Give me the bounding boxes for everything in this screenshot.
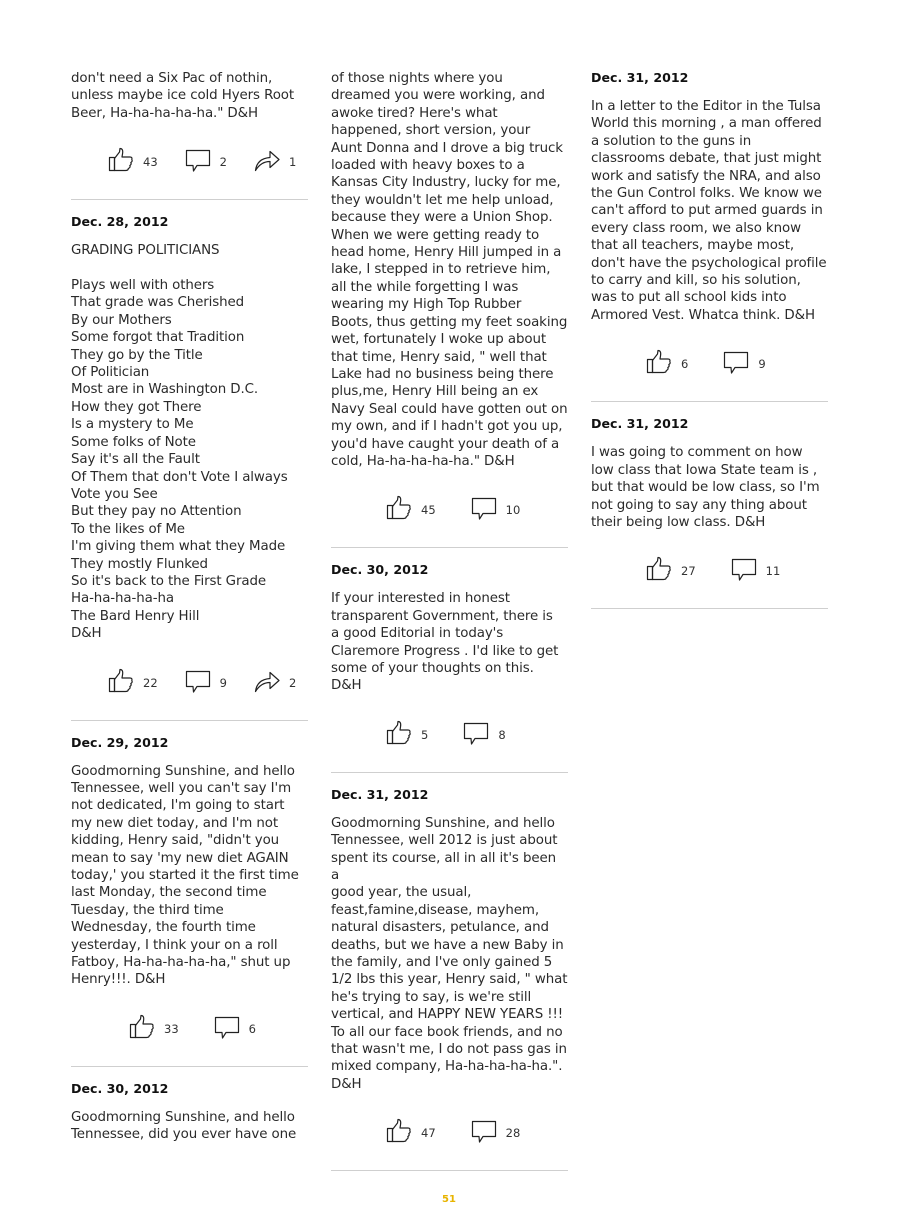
like-count: 6: [681, 357, 689, 372]
comment-count: 6: [248, 1021, 256, 1036]
like-count: 33: [164, 1021, 179, 1036]
column-3: [591, 70, 828, 609]
post: [71, 1067, 308, 1144]
post-text: GRADING POLITICIANS Plays well with others That grade was Cherished By our Mothers Some forgot that Tradition They go by the Title Of Politician Most are in Washington D.C. How they got There Is a mystery to Me Some folks of Note Say it's all the Fault Of Them that don't Vote I always Vote you See But they pay no Attention To the likes of Me I'm giving them what they Made They mostly Flunked So it's back to the First Grade Ha-ha-ha-ha-ha The Bard Henry Hill D&H: [71, 243, 288, 642]
post-date: Dec. 29, 2012: [71, 734, 169, 750]
comment-button[interactable]: [470, 494, 521, 526]
post: [71, 70, 308, 200]
post: [331, 548, 568, 772]
like-icon: [385, 494, 413, 526]
share-count: 1: [288, 155, 297, 170]
like-count: 27: [681, 564, 696, 579]
comment-count: 28: [505, 1126, 521, 1141]
comment-button[interactable]: [462, 719, 505, 751]
comment-icon: [184, 146, 212, 178]
post-text: of those nights where you dreamed you were working, and awoke tired? Here's what happened, short version, your Aunt Donna and I drove a big truck loaded with heavy boxes to a Kansas City Industry, lucky for me, they wouldn't let me help unload, because they were a Union Shop. When we were getting ready to head home, Henry Hill jumped in a lake, I stepped in to retrieve him, all the while forgetting I was wearing my High Top Rubber Boots, thus getting my feet soaking wet, fortunately I woke up about that time, Henry said, " well that Lake had no business being there plus,me, Henry Hill being an ex Navy Seal could have gotten out on my own, and if I hadn't got you up, you'd have caught your death of a cold, Ha-ha-ha-ha-ha." D&H: [331, 71, 568, 469]
post-text: Goodmorning Sunshine, and hello Tennessee, did you ever have one: [71, 1109, 297, 1143]
like-button[interactable]: [107, 667, 158, 699]
like-icon: [107, 146, 135, 178]
like-count: 22: [143, 675, 158, 690]
share-button[interactable]: [253, 146, 296, 178]
like-count: 45: [421, 503, 436, 518]
column-2: [331, 70, 568, 1171]
share-button[interactable]: [253, 667, 296, 699]
share-icon: [253, 667, 281, 699]
comment-button[interactable]: [184, 146, 227, 178]
post-text: If your interested in honest transparent Government, there is a good Editorial in today's Claremore Progress . I'd like to get some of your thoughts on this. D&H: [331, 591, 559, 694]
post-text: In a letter to the Editor in the Tulsa World this morning , a man offered a solution to the guns in classrooms debate, that just might work and satisfy the NRA, and also the Gun Control folks. We know we can't afford to put armed guards in every class room, we also know that all teachers, maybe most, don't have the psychological profile to carry and kill, so his solution, was to put all school kids into Armored Vest. Whatca think. D&H: [591, 99, 827, 323]
comment-button[interactable]: [184, 667, 227, 699]
share-icon: [253, 146, 281, 178]
like-button[interactable]: [645, 555, 696, 587]
comment-count: 11: [765, 564, 781, 579]
page-number: 51: [442, 1194, 456, 1205]
comment-count: 8: [498, 727, 506, 742]
like-count: 5: [421, 727, 429, 742]
like-count: 47: [421, 1126, 436, 1141]
comment-button[interactable]: [730, 555, 781, 587]
post-date: Dec. 30, 2012: [331, 562, 429, 578]
like-button[interactable]: [645, 348, 688, 380]
like-icon: [385, 719, 413, 751]
post: [71, 721, 308, 1067]
like-icon: [128, 1013, 156, 1045]
post-text: I was going to comment on how low class that Iowa State team is , but that would be low class, so I'm not going to say any thing about their being low class. D&H: [591, 445, 820, 530]
comment-icon: [470, 1117, 498, 1149]
post-text: Goodmorning Sunshine, and hello Tennessee, well 2012 is just about spent its course, all in all it's been a good year, the usual, feast,famine,disease, mayhem, natural disasters, petulance, and deaths, but we have a new Baby in the family, and I've only gained 5 1/2 lbs this year, Henry said, " what he's trying to say, is we're still vertical, and HAPPY NEW YEARS !!! To all our face book friends, and no that wasn't me, I do not pass gas in mixed company, Ha-ha-ha-ha-ha.". D&H: [331, 815, 568, 1092]
reactions-bar: [591, 531, 828, 608]
reactions-bar: [71, 643, 308, 720]
reactions-bar: [71, 122, 308, 199]
share-count: 2: [288, 675, 297, 690]
post-date: Dec. 28, 2012: [71, 214, 169, 230]
post: [331, 773, 568, 1172]
post-date: Dec. 31, 2012: [331, 786, 429, 802]
comment-icon: [470, 494, 498, 526]
comment-button[interactable]: [722, 348, 765, 380]
column-1: [71, 70, 308, 1144]
comment-icon: [722, 348, 750, 380]
comment-button[interactable]: [470, 1117, 521, 1149]
comment-icon: [462, 719, 490, 751]
post-date: Dec. 31, 2012: [591, 70, 689, 85]
like-button[interactable]: [128, 1013, 179, 1045]
reactions-bar: [331, 1093, 568, 1170]
comment-count: 2: [219, 155, 227, 170]
post-date: Dec. 30, 2012: [71, 1080, 169, 1096]
comment-icon: [730, 555, 758, 587]
like-button[interactable]: [385, 1117, 436, 1149]
post: [331, 70, 568, 548]
comment-count: 10: [505, 503, 521, 518]
like-button[interactable]: [107, 146, 158, 178]
post-text: don't need a Six Pac of nothin, unless maybe ice cold Hyers Root Beer, Ha-ha-ha-ha-ha." D&H: [71, 71, 295, 121]
post-text: Goodmorning Sunshine, and hello Tennessee, well you can't say I'm not dedicated, I'm going to start my new diet today, and I'm not kidding, Henry said, "didn't you mean to say 'my new diet AGAIN today,' you started it the first time last Monday, the second time Tuesday, the third time Wednesday, the fourth time yesterday, I think your on a roll Fatboy, Ha-ha-ha-ha-ha," shut up Henry!!!. D&H: [71, 763, 299, 988]
comment-icon: [184, 667, 212, 699]
like-icon: [107, 667, 135, 699]
comment-count: 9: [219, 675, 227, 690]
like-icon: [645, 348, 673, 380]
post: [591, 70, 828, 402]
post-date: Dec. 31, 2012: [591, 416, 689, 432]
like-icon: [645, 555, 673, 587]
like-button[interactable]: [385, 494, 436, 526]
comment-count: 9: [758, 357, 766, 372]
post: [591, 402, 828, 609]
reactions-bar: [331, 470, 568, 547]
post: [71, 200, 308, 720]
like-count: 43: [143, 155, 158, 170]
reactions-bar: [331, 695, 568, 772]
comment-button[interactable]: [213, 1013, 256, 1045]
reactions-bar: [71, 989, 308, 1066]
reactions-bar: [591, 324, 828, 401]
like-icon: [385, 1117, 413, 1149]
comment-icon: [213, 1013, 241, 1045]
like-button[interactable]: [385, 719, 428, 751]
